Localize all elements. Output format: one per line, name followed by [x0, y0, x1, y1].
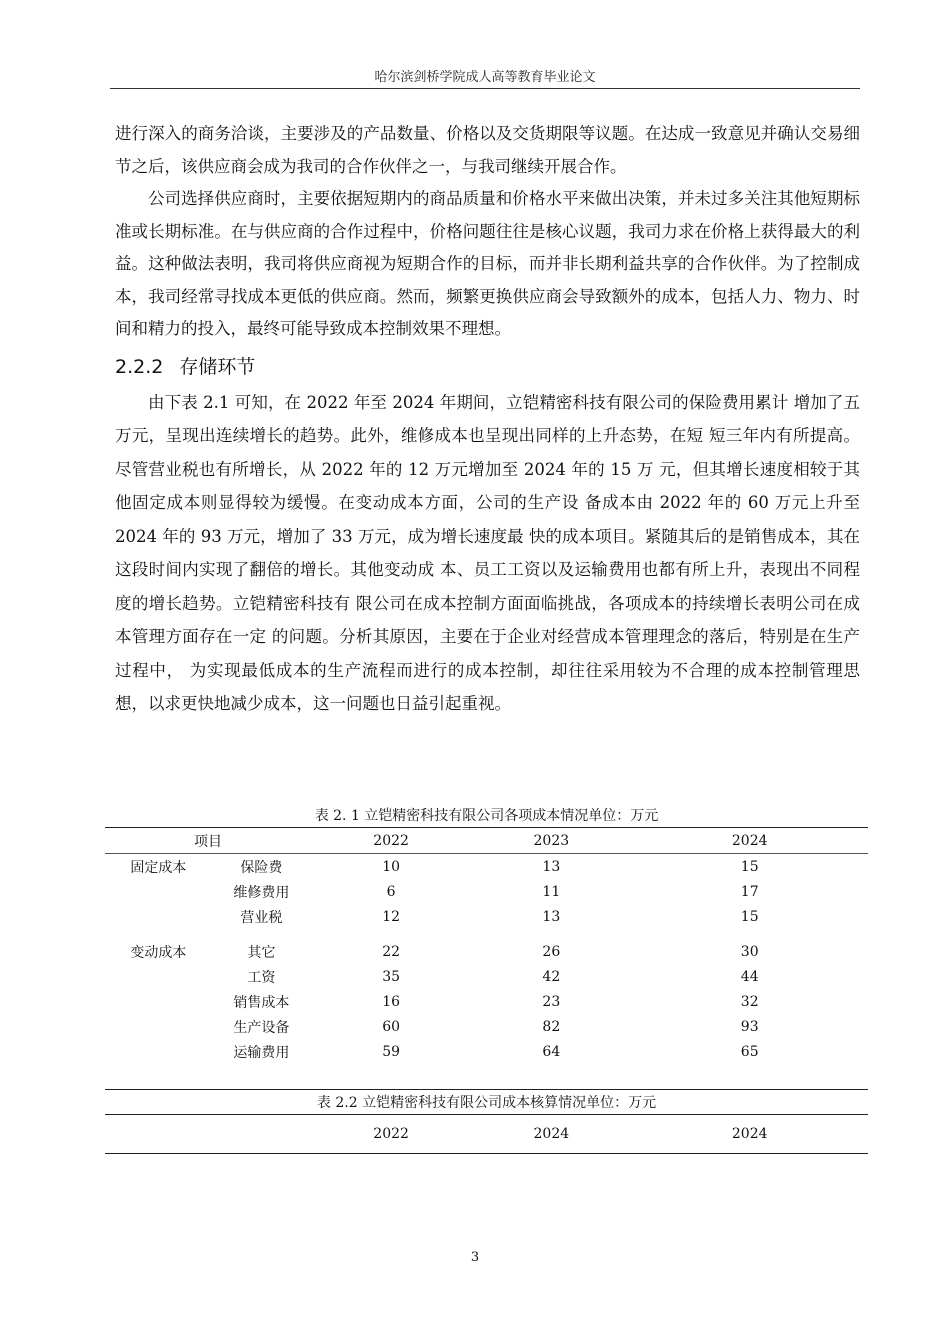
table-row [105, 879, 868, 904]
table-row [105, 904, 868, 929]
cost-accounting-table [105, 1114, 868, 1154]
paragraph: 由下表 2.1 可知，在 2022 年至 2024 年期间，立铠精密科技有限公司的保险费用累计 增加了五万元，呈现出连续增长的趋势。此外，维修成本也呈现出同样的上升态势，在短 短三年内有所提高。尽管营业税也有所增长，从 2022 年的 12 万元增加至 2024 年的 15 万 元，但其增长速度相较于其他固定成本则显得较为缓慢。在变动成本方面，公司的生产设 备成本由 2022 年的 60 万元上升至 2024 年的 93 万元，增加了 33 万元，成为增长速度最 快的成本项目。紧随其后的是销售成本，其在这段时间内实现了翻倍的增长。其他变动成 本、员工工资以及运输费用也都有所上升，表现出不同程度的增长趋势。立铠精密科技有 限公司在成本控制方面面临挑战，各项成本的持续增长表明公司在成本管理方面存在一定 的问题。分析其原因，主要在于企业对经营成本管理理念的落后，特别是在生产过程中， 为实现最低成本的生产流程而进行的成本控制，却往往采用较为不合理的成本控制管理思 想，以求更快地减少成本，这一问题也日益引起重视。 [115, 392, 860, 713]
cell-value [311, 1064, 471, 1090]
cell-value: 12 [382, 908, 401, 925]
table-caption: 表 2. 1 立铠精密科技有限公司各项成本情况单位：万元 [314, 808, 659, 824]
cell-value: 23 [542, 993, 561, 1010]
group-label: 变动成本 [130, 944, 187, 961]
table-caption: 表 2.2 立铠精密科技有限公司成本核算情况单位：万元 [316, 1095, 657, 1111]
table-row [105, 989, 868, 1014]
header-divider [110, 88, 860, 89]
item-name: 保险费 [240, 859, 283, 876]
item-name: 工资 [247, 969, 276, 986]
cell-value [471, 1064, 631, 1090]
table-row [105, 939, 868, 964]
cell-value: 44 [740, 968, 759, 985]
cell-value: 10 [382, 858, 401, 875]
header-cell: 2024 [731, 1126, 768, 1142]
cell-value: 35 [382, 968, 401, 985]
header-cell: 2023 [471, 828, 631, 854]
item-name: 维修费用 [233, 884, 290, 901]
header-cell: 2022 [373, 1126, 409, 1142]
cell-value: 16 [382, 993, 401, 1010]
cell-value: 22 [382, 943, 401, 960]
cell-value: 42 [542, 968, 561, 985]
table-row [105, 964, 868, 989]
table-row [105, 1039, 868, 1064]
cell-value: 65 [740, 1043, 759, 1060]
page-header: 哈尔滨剑桥学院成人高等教育毕业论文 [374, 70, 596, 85]
header-cell [105, 1115, 311, 1154]
cost-tables [105, 805, 868, 1154]
header-cell: 2024 [631, 828, 868, 854]
item-name: 生产设备 [233, 1019, 290, 1036]
cell-value [631, 1064, 868, 1090]
item-name: 销售成本 [233, 994, 290, 1011]
item-name [212, 1064, 311, 1090]
table-header-row [105, 828, 868, 854]
paragraph: 公司选择供应商时，主要依据短期内的商品质量和价格水平来做出决策，并未过多关注其他短期标准或长期标准。在与供应商的合作过程中，价格问题往往是核心议题，我司力求在价格上获得最大的利益。这种做法表明，我司将供应商视为短期合作的目标，而并非长期利益共享的合作伙伴。为了控制成本，我司经常寻找成本更低的供应商。然而，频繁更换供应商会导致额外的成本，包括人力、物力、时间和精力的投入，最终可能导致成本控制效果不理想。 [115, 189, 860, 338]
cell-value: 11 [542, 883, 561, 900]
document-body [115, 118, 860, 721]
cell-value: 26 [542, 943, 561, 960]
header-cell: 2024 [533, 1126, 570, 1142]
cell-value: 13 [542, 908, 561, 925]
page-number: 3 [470, 1250, 480, 1265]
cell-value: 13 [542, 858, 561, 875]
table-row [105, 1064, 868, 1090]
item-name: 运输费用 [233, 1044, 290, 1061]
header-cell: 项目 [105, 828, 311, 854]
cost-table [105, 827, 868, 1090]
cell-value: 30 [740, 943, 759, 960]
section-number: 2.2.2 [115, 355, 164, 378]
header-cell: 2022 [311, 828, 471, 854]
table-header-row [105, 1115, 868, 1154]
section-heading [115, 352, 860, 382]
cell-value: 82 [542, 1018, 561, 1035]
table-row [105, 854, 868, 880]
item-name: 营业税 [240, 909, 283, 926]
cell-value: 60 [382, 1018, 401, 1035]
cell-value: 15 [740, 908, 759, 925]
group-label: 固定成本 [130, 859, 187, 876]
cell-value: 59 [382, 1043, 401, 1060]
table-row [105, 1014, 868, 1039]
item-name: 其它 [247, 944, 276, 961]
cell-value: 15 [740, 858, 759, 875]
section-title: 存储环节 [179, 355, 256, 378]
paragraph: 进行深入的商务洽谈，主要涉及的产品数量、价格以及交货期限等议题。在达成一致意见并确认交易细节之后，该供应商会成为我司的合作伙伴之一，与我司继续开展合作。 [115, 124, 860, 176]
cell-value: 93 [740, 1018, 759, 1035]
cell-value: 32 [740, 993, 759, 1010]
cell-value: 6 [386, 883, 396, 900]
cell-value: 17 [740, 883, 759, 900]
cell-value: 64 [542, 1043, 561, 1060]
